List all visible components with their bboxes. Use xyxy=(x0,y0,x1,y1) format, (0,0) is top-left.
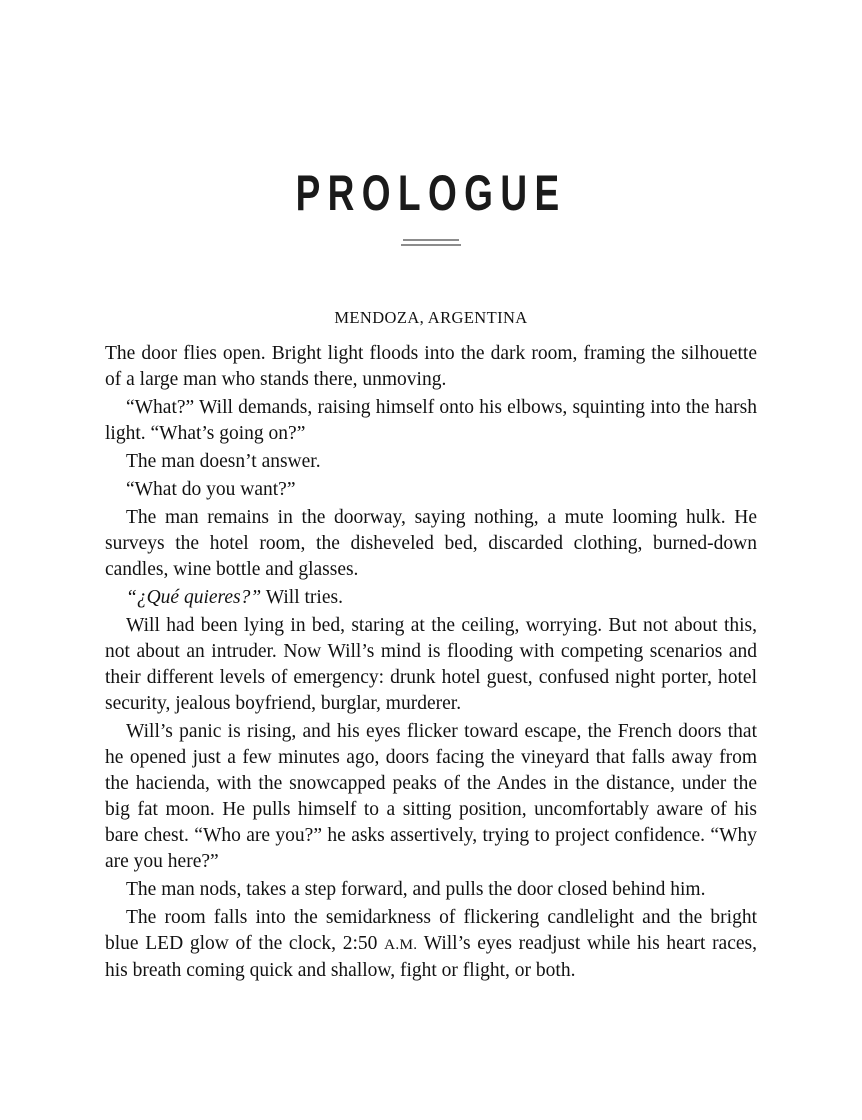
double-rule-ornament xyxy=(0,239,862,246)
paragraph: Will had been lying in bed, staring at the ceiling, worrying. But not about this, not about an intruder. Now Will’s mind is flooding with competing scenarios and their different levels of emergency: drunk hotel guest, confused night porter, hotel security, jealous boyfriend, burglar, murderer. xyxy=(105,615,757,714)
ornament-rule-bottom xyxy=(401,244,461,246)
paragraph xyxy=(105,905,757,984)
location-heading: MENDOZA, ARGENTINA xyxy=(334,308,528,327)
chapter-title-wrap xyxy=(0,165,862,221)
paragraph: The man nods, takes a step forward, and pulls the door closed behind him. xyxy=(126,879,706,900)
paragraph-text: Will tries. xyxy=(261,587,343,608)
chapter-title: PROLOGUE xyxy=(295,165,567,221)
paragraph: Will’s panic is rising, and his eyes flicker toward escape, the French doors that he opened just a few minutes ago, doors facing the vineyard that falls away from the hacienda, with the snowcapped peaks of the Andes in the distance, under the big fat moon. He pulls himself to a sitting position, uncomfortably aware of his bare chest. “Who are you?” he asks assertively, trying to project confidence. “Why are you here?” xyxy=(105,721,757,872)
paragraph: The man remains in the doorway, saying nothing, a mute looming hulk. He surveys the hotel room, the disheveled bed, discarded clothing, burned-down candles, wine bottle and glasses. xyxy=(105,507,757,580)
paragraph xyxy=(105,585,757,611)
paragraph: “What?” Will demands, raising himself onto his elbows, squinting into the harsh light. “What’s going on?” xyxy=(105,397,757,444)
body-text xyxy=(105,341,757,986)
paragraph-text: Will’s eyes readjust while his heart races, his breath coming quick and shallow, fight or flight, or both. xyxy=(105,933,757,981)
smallcaps-am: A.M. xyxy=(384,936,418,953)
paragraph: “What do you want?” xyxy=(126,479,296,500)
paragraph: The man doesn’t answer. xyxy=(126,451,321,472)
paragraph-text: The room falls into the semidarkness of flickering candlelight and the bright blue LED glow of the clock, 2:50 xyxy=(105,907,757,954)
paragraph: The door flies open. Bright light floods into the dark room, framing the silhouette of a large man who stands there, unmoving. xyxy=(105,343,757,390)
italic-phrase: “¿Qué quieres?” xyxy=(126,587,262,608)
ornament-rule-top xyxy=(403,239,459,241)
